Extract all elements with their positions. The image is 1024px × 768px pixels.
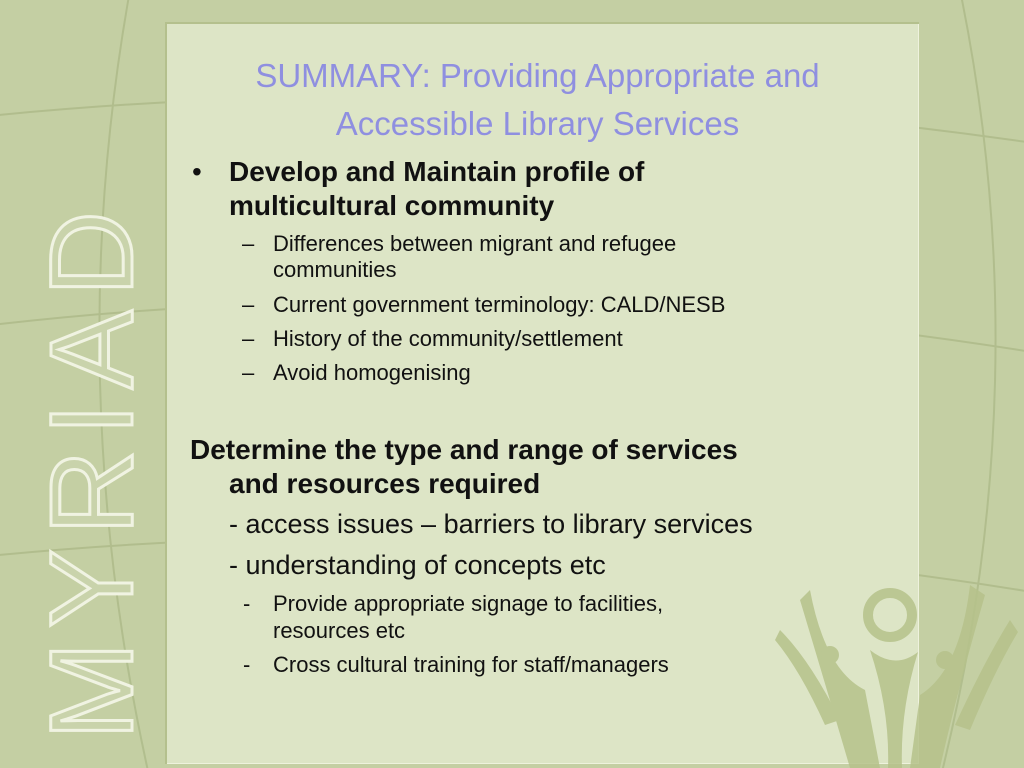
hyphen-marker: - [243, 652, 251, 677]
bullet-icon: • [192, 156, 202, 187]
section1-item-2: Current government terminology: CALD/NESB [273, 292, 726, 317]
dash-marker: – [242, 360, 255, 385]
title-line-2: Accessible Library Services [335, 105, 740, 142]
dash-marker: – [242, 326, 255, 351]
section1-item-4: Avoid homogenising [273, 360, 471, 385]
section2-heading-line-1: Determine the type and range of services [190, 434, 738, 465]
section2-item-2: Cross cultural training for staff/managers [273, 652, 669, 677]
section1-item-1-line-2: communities [273, 257, 397, 282]
section2-heading-line-2: and resources required [229, 468, 541, 499]
section1-item-1-line-1: Differences between migrant and refugee [273, 231, 677, 256]
logo-text: MYRIAD [26, 197, 158, 740]
title-line-1: SUMMARY: Providing Appropriate and [255, 57, 820, 94]
section2-item-1-line-1: Provide appropriate signage to facilities, [273, 591, 664, 616]
dash-marker: – [242, 231, 255, 256]
section2-line-1: - access issues – barriers to library services [229, 509, 753, 539]
section1-heading-line-1: Develop and Maintain profile of [229, 156, 645, 187]
section2-item-1-line-2: resources etc [273, 618, 406, 643]
section1-item-3: History of the community/settlement [273, 326, 623, 351]
section1-heading-line-2: multicultural community [229, 190, 555, 221]
section2-line-2: - understanding of concepts etc [229, 550, 606, 580]
hyphen-marker: - [243, 591, 251, 616]
dash-marker: – [242, 292, 255, 317]
